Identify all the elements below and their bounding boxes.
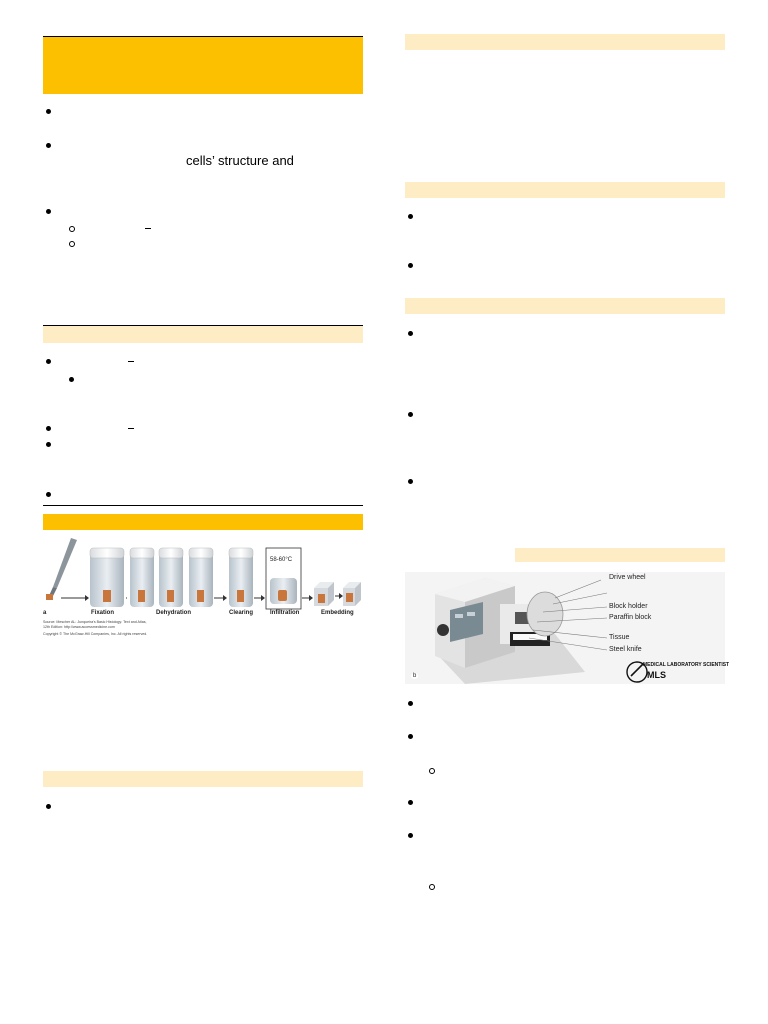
header-white-block — [405, 548, 515, 562]
microtome-figure — [405, 572, 730, 684]
bullet — [408, 833, 413, 838]
bullet — [46, 209, 51, 214]
step-label-dehydration: Dehydration — [156, 610, 192, 616]
panel-letter: b — [413, 673, 417, 679]
fixation-jar — [90, 548, 124, 607]
bullet — [408, 263, 413, 268]
bullet — [46, 442, 51, 447]
logo-line-2: MLS — [647, 670, 666, 680]
cells-structure-text: cells’ structure and — [186, 153, 294, 168]
callout-steel-knife: Steel knife — [609, 646, 642, 653]
tissue-processing-figure — [43, 538, 363, 643]
bullet — [46, 109, 51, 114]
bullet — [69, 377, 74, 382]
sub-bullet — [69, 241, 75, 247]
section-header-band — [43, 771, 363, 787]
callout-paraffin-block: Paraffin block — [609, 614, 652, 621]
temperature-label: 58-60°C — [270, 557, 293, 563]
dash — [128, 361, 134, 362]
bullet — [46, 492, 51, 497]
bullet — [46, 143, 51, 148]
bullet — [46, 359, 51, 364]
title-banner — [43, 37, 363, 94]
callout-drive-wheel: Drive wheel — [609, 574, 646, 581]
section-header-band — [405, 298, 725, 314]
source-line-2: 12th Edition: http://www.accessmedicine.com — [43, 625, 115, 629]
dash — [128, 428, 134, 429]
bullet — [408, 800, 413, 805]
copyright-line: Copyright © The McGraw-Hill Companies, Inc. All rights reserved. — [43, 632, 148, 636]
section-rule — [43, 505, 363, 506]
logo-line-1: MEDICAL LABORATORY SCIENTIST — [643, 662, 730, 668]
bullet — [408, 701, 413, 706]
sub-bullet — [429, 884, 435, 890]
sub-bullet — [69, 226, 75, 232]
step-label-infiltration: Infiltration — [270, 610, 300, 616]
sub-bullet — [429, 768, 435, 774]
bullet — [408, 331, 413, 336]
step-label-fixation: Fixation — [91, 610, 115, 616]
bullet — [46, 804, 51, 809]
source-line-1: Source: Mescher AL: Junqueira's Basic Histology: Text and Atlas, — [43, 620, 147, 624]
callout-tissue: Tissue — [609, 634, 630, 641]
bullet — [408, 734, 413, 739]
callout-block-holder: Block holder — [609, 603, 648, 610]
bullet — [408, 412, 413, 417]
step-label-embedding: Embedding — [321, 610, 354, 616]
section-header-band-gold — [43, 514, 363, 530]
step-label-a: a — [43, 610, 47, 616]
section-header-band — [405, 182, 725, 198]
dash — [145, 228, 151, 229]
bullet — [46, 426, 51, 431]
bullet — [408, 214, 413, 219]
bullet — [408, 479, 413, 484]
section-header-band — [405, 34, 725, 50]
section-header-band — [43, 326, 363, 343]
step-label-clearing: Clearing — [229, 610, 254, 616]
